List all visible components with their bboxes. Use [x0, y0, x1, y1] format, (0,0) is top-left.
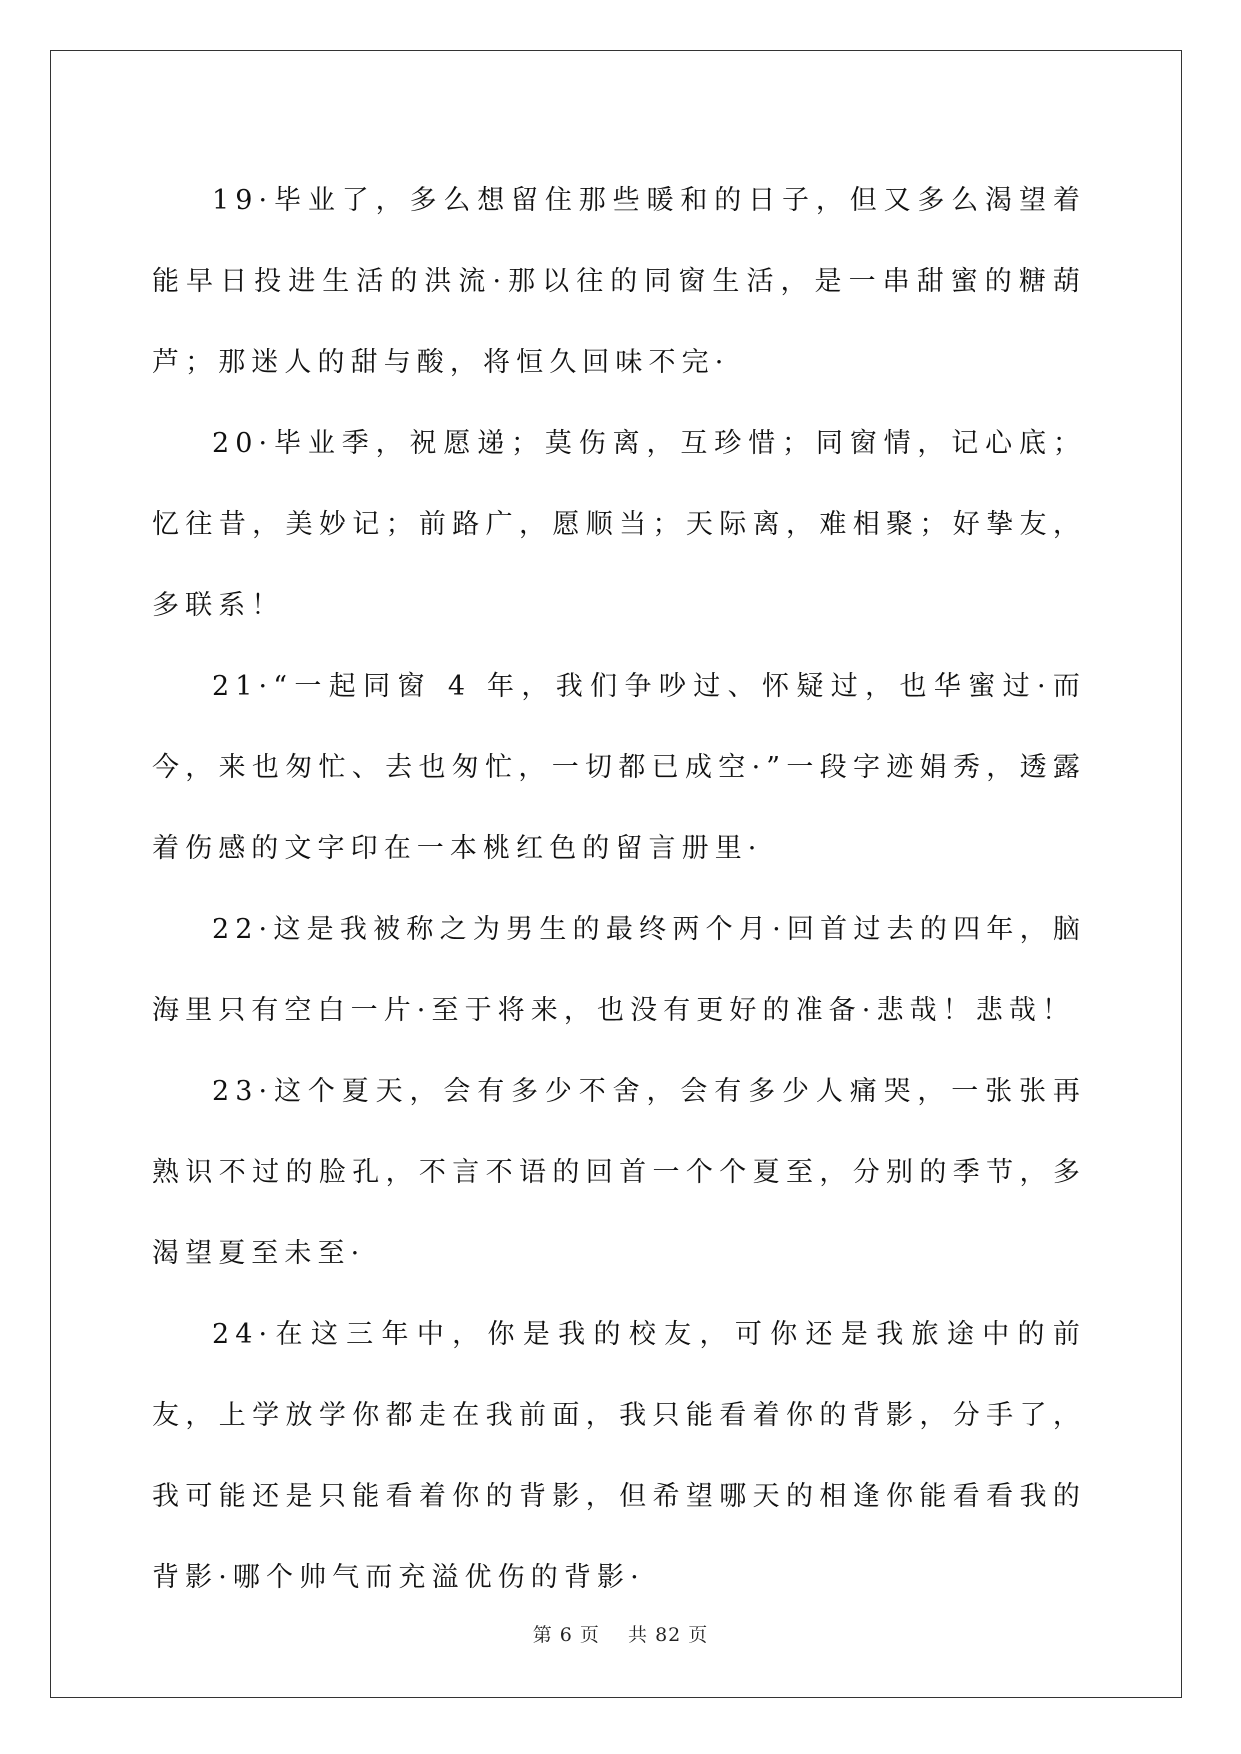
paragraph-23: 23·这个夏天，会有多少不舍，会有多少人痛哭，一张张再熟识不过的脸孔，不言不语的回首一个个夏至，分别的季节，多渴望夏至未至· — [152, 1076, 1086, 1269]
paragraph-24: 24·在这三年中，你是我的校友，可你还是我旅途中的前友，上学放学你都走在我前面，我只能看着你的背影，分手了，我可能还是只能看着你的背影，但希望哪天的相逢你能看看我的背影·哪个帅气而充溢优伤的背影· — [152, 1319, 1086, 1593]
paragraph-19: 19·毕业了，多么想留住那些暖和的日子，但又多么渴望着能早日投进生活的洪流·那以往的同窗生活，是一串甜蜜的糖葫芦；那迷人的甜与酸，将恒久回味不完· — [152, 185, 1086, 378]
page-footer — [0, 1620, 1241, 1647]
page-number: 第 6 页 — [532, 1624, 600, 1646]
total-pages: 共 82 页 — [628, 1624, 709, 1646]
footer-spacer — [600, 1624, 628, 1646]
paragraph-21: 21·“一起同窗 4 年，我们争吵过、怀疑过，也华蜜过·而今，来也匆忙、去也匆忙，一切都已成空·”一段字迹娟秀，透露着伤感的文字印在一本桃红色的留言册里· — [152, 671, 1086, 864]
paragraph-20: 20·毕业季，祝愿递；莫伤离，互珍惜；同窗情，记心底；忆往昔，美妙记；前路广，愿顺当；天际离，难相聚；好挚友，多联系！ — [152, 428, 1086, 621]
paragraph-22: 22·这是我被称之为男生的最终两个月·回首过去的四年，脑海里只有空白一片·至于将来，也没有更好的准备·悲哉！悲哉！ — [152, 914, 1086, 1026]
document-body — [152, 160, 1086, 1618]
